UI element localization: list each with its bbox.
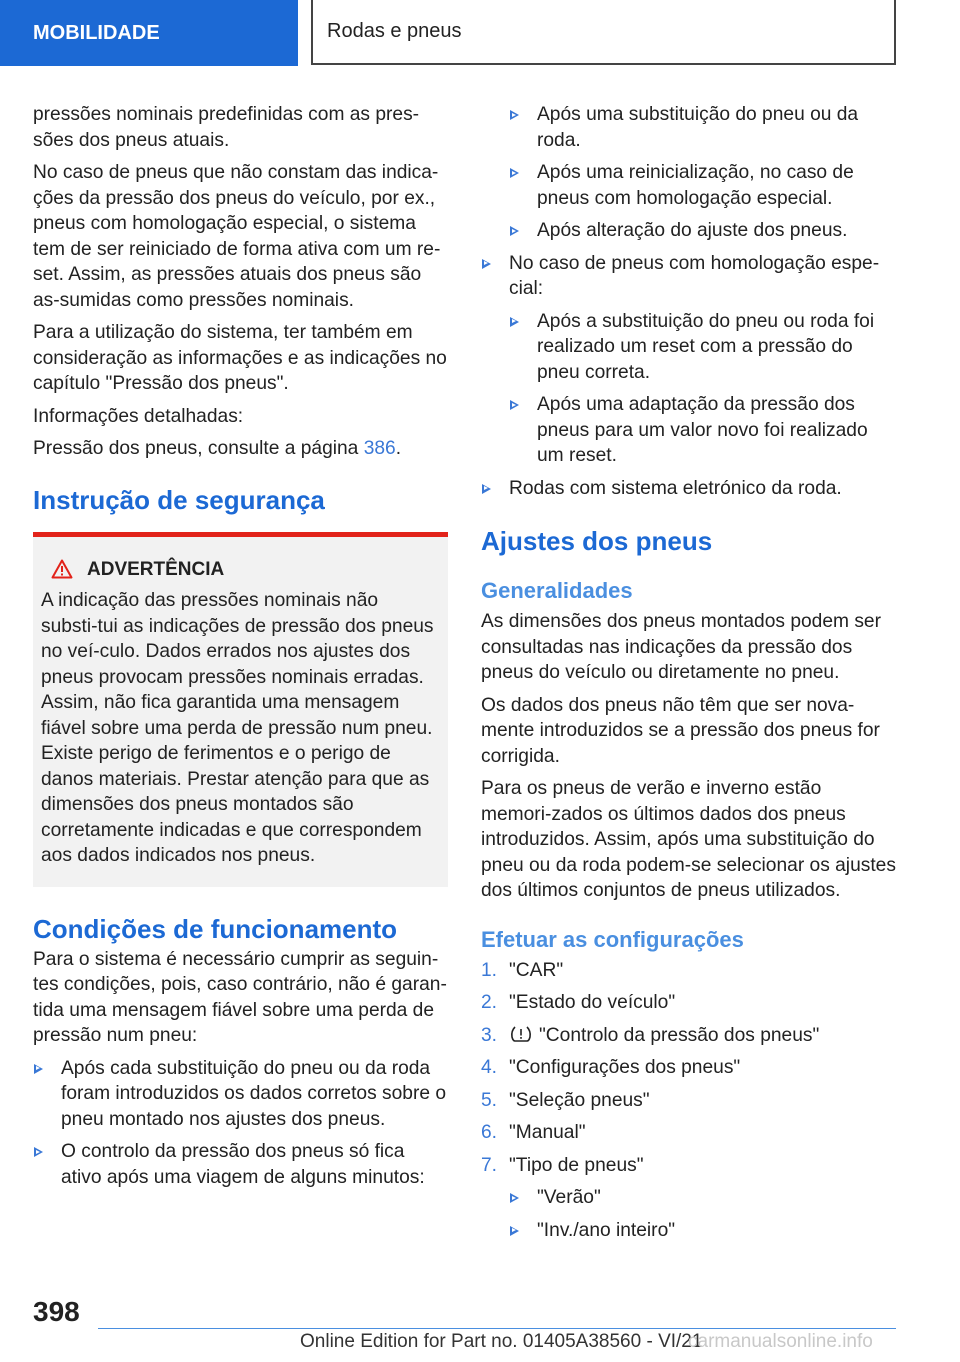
bullet-icon <box>482 484 491 494</box>
step-text: "Controlo da pressão dos pneus" <box>539 1024 820 1046</box>
list-item-text: Rodas com sistema eletrónico da roda. <box>509 477 842 499</box>
paragraph: Para o sistema é necessário cumprir as seguin-tes condições, pois, caso contrário, não é garan-tida uma mensagem fiável sobre uma perda de pressão num pneu: <box>33 948 447 1046</box>
reference-suffix: . <box>395 438 402 459</box>
bullet-icon <box>510 168 519 178</box>
step-item <box>481 1055 896 1081</box>
bullet-icon <box>510 1226 519 1236</box>
config-heading: Efetuar as configurações <box>481 926 744 952</box>
bullet-icon <box>510 400 519 410</box>
list-item <box>509 309 896 386</box>
warning-title <box>41 557 438 583</box>
step-item <box>481 1120 896 1146</box>
list-item-text: Após a substituição do pneu ou roda foi realizado um reset com a pressão do pneu correta. <box>537 310 875 383</box>
bullet-icon <box>34 1064 43 1074</box>
bullet-icon <box>510 226 519 236</box>
list-item <box>481 251 896 469</box>
list-item-text: O controlo da pressão dos pneus só fica ativo após uma viagem de alguns minutos: <box>61 1141 425 1188</box>
general-heading: Generalidades <box>481 578 633 603</box>
page-link[interactable]: 386 <box>363 438 396 459</box>
step-item <box>481 1023 896 1049</box>
list-item-text: Após uma adaptação da pressão dos pneus para um valor novo foi realizado um reset. <box>537 394 868 466</box>
footer-edition: Online Edition for Part no. 01405A38560 - VI/21 <box>300 1331 703 1352</box>
step-item <box>481 1153 896 1244</box>
list-item <box>509 160 896 211</box>
conditions-list <box>33 1056 448 1191</box>
step-text: "Tipo de pneus" <box>509 1154 644 1176</box>
step-number: 4. <box>481 1057 498 1078</box>
bullet-icon <box>510 110 519 120</box>
list-item <box>509 218 896 244</box>
page-header <box>0 0 960 66</box>
step-number: 3. <box>481 1024 498 1046</box>
right-column <box>481 102 896 1250</box>
step-text: "Manual" <box>509 1122 586 1143</box>
paragraph: Para a utilização do sistema, ter também em consideração as informações e as indicações no capítulo "Pressão dos pneus". <box>33 322 447 394</box>
bullet-icon <box>34 1147 43 1157</box>
sub-list <box>509 1185 896 1243</box>
list-item-text: Após uma substituição do pneu ou da roda. <box>537 104 859 151</box>
list-item <box>481 476 896 502</box>
warning-label: ADVERTÊNCIA <box>87 558 225 580</box>
warning-icon <box>51 559 73 579</box>
footer-divider <box>98 1328 896 1329</box>
step-text: "Seleção pneus" <box>509 1089 650 1111</box>
step-item <box>481 958 896 984</box>
paragraph: Para os pneus de verão e inverno estão memori-zados os últimos dados dos pneus introduzidos. Assim, após uma substituição do pneu ou da roda podem-se selecionar os ajustes dos últimos conjuntos de pneus utilizados. <box>481 778 896 901</box>
page-number: 398 <box>33 1296 80 1327</box>
paragraph: Informações detalhadas: <box>33 405 244 427</box>
page-reference <box>33 436 448 462</box>
bullet-icon <box>482 259 491 269</box>
bullet-icon <box>510 317 519 327</box>
list-item-text: Após cada substituição do pneu ou da roda foram introduzidos os dados corretos sobre o pneu montado nos ajustes dos pneus. <box>61 1057 447 1130</box>
list-item <box>509 392 896 469</box>
list-item <box>509 102 896 153</box>
list-item-text: "Inv./ano inteiro" <box>537 1219 676 1241</box>
list-item <box>509 1218 896 1244</box>
bullet-icon <box>510 1193 519 1203</box>
step-text: "CAR" <box>509 959 564 981</box>
list-item-text: Após alteração do ajuste dos pneus. <box>537 220 848 241</box>
warning-box <box>33 532 448 887</box>
chapter-title: Rodas e pneus <box>311 0 896 65</box>
step-number: 2. <box>481 992 498 1013</box>
paragraph: No caso de pneus que não constam das indica-ções da pressão dos pneus do veículo, por ex., pneus com homologação especial, o sistema tem de ser reiniciado de forma ativa com um re-set. Assim, as pressões atuais dos pneus são as-sumidas como pressões nominais. <box>33 162 441 311</box>
paragraph: Os dados dos pneus não têm que ser nova-mente introduzidos se a pressão dos pneus for corrigida. <box>481 694 880 767</box>
conditions-heading: Condições de funcionamento <box>33 913 398 944</box>
warning-text: A indicação das pressões nominais não substi-tui as indicações de pressão dos pneus no veí-culo. Dados errados nos ajustes dos pneus provocam pressões nominais erradas. Assim, não fica garantida uma mensagem fiável sobre uma perda de pressão num pneu. Existe perigo de ferimentos e o perigo de danos materiais. Prestar atenção para que as dimensões dos pneus montados são corretamente indicadas e que correspondem aos dados indicados nos pneus. <box>41 590 434 866</box>
list-item <box>33 1139 448 1190</box>
steps-list <box>481 958 896 1244</box>
step-item <box>481 990 896 1016</box>
paragraph: pressões nominais predefinidas com as pres-sões dos pneus atuais. <box>33 104 420 151</box>
step-item <box>481 1088 896 1114</box>
list-item <box>33 1056 448 1133</box>
step-number: 6. <box>481 1122 498 1143</box>
list-item <box>509 1185 896 1211</box>
step-number: 5. <box>481 1089 498 1111</box>
watermark: carmanualsonline.info <box>688 1331 873 1352</box>
tyre-settings-heading: Ajustes dos pneus <box>481 526 713 556</box>
sub-list <box>509 309 896 469</box>
left-column <box>33 102 448 1197</box>
conditions-list <box>481 251 896 502</box>
step-number: 7. <box>481 1154 498 1176</box>
step-text: "Configurações dos pneus" <box>509 1057 741 1078</box>
step-number: 1. <box>481 959 498 981</box>
list-item-text: No caso de pneus com homologação espe-cial: <box>509 252 880 299</box>
paragraph: As dimensões dos pneus montados podem ser consultadas nas indicações da pressão dos pneus do veículo ou diretamente no pneu. <box>481 611 881 683</box>
list-item-text: Após uma reinicialização, no caso de pneus com homologação especial. <box>537 162 854 209</box>
sub-list <box>481 102 896 244</box>
list-item-text: "Verão" <box>537 1187 601 1208</box>
tire-pressure-icon <box>509 1024 533 1044</box>
section-tab: MOBILIDADE <box>0 0 298 66</box>
step-text: "Estado do veículo" <box>509 992 676 1013</box>
safety-heading: Instrução de segurança <box>33 484 325 515</box>
reference-text: Pressão dos pneus, consulte a página <box>33 438 364 459</box>
